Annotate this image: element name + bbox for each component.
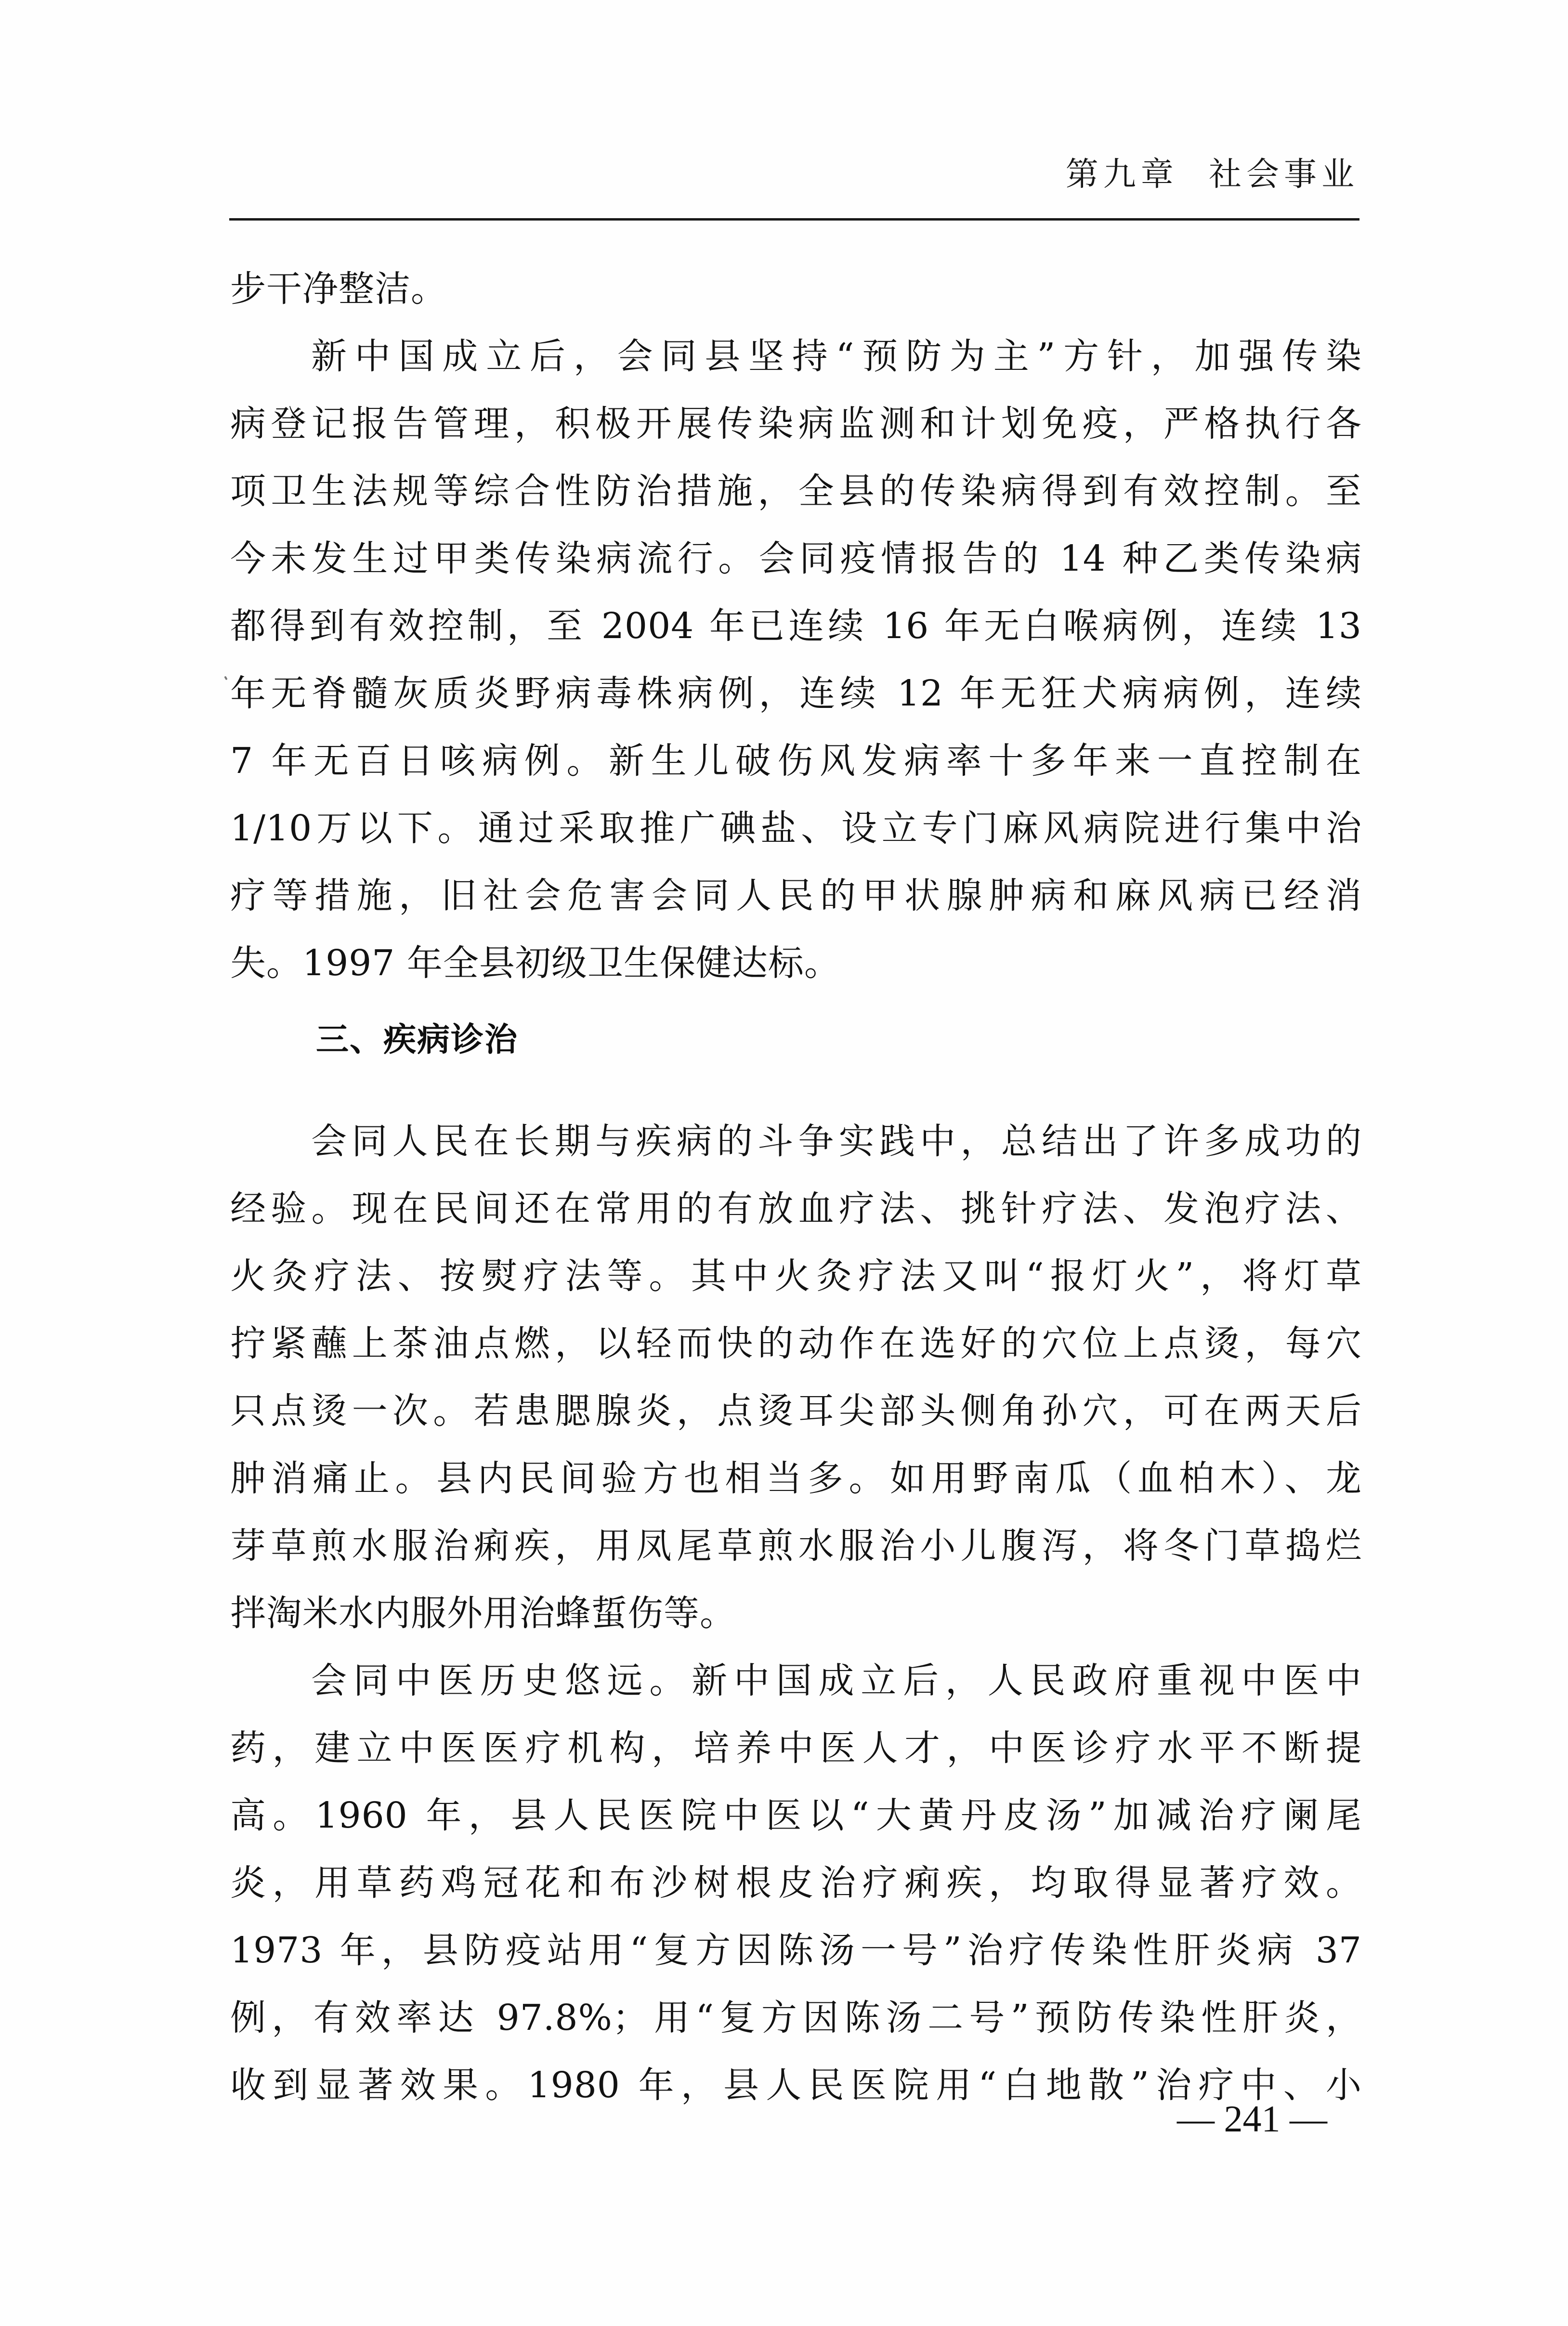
body-text [230,255,1362,2119]
paragraph-line: 炎，用草药鸡冠花和布沙树根皮治疗痢疾，均取得显著疗效。 [230,1862,1362,1904]
paragraph-line: 会同人民在长期与疾病的斗争实践中，总结出了许多成功的 [311,1121,1362,1162]
paragraph-line: 药，建立中医医疗机构，培养中医人才，中医诊疗水平不断提 [230,1727,1362,1769]
running-head: 第九章 社会事业 [1065,156,1359,194]
paragraph-line: 高。1960 年，县人民医院中医以“大黄丹皮汤”加减治疗阑尾 [230,1795,1362,1836]
header-rule [229,218,1359,221]
paragraph-line: 肿消痛止。县内民间验方也相当多。如用野南瓜（血柏木）、龙 [230,1458,1362,1499]
paragraph-line: 只点烫一次。若患腮腺炎，点烫耳尖部头侧角孙穴，可在两天后 [230,1390,1362,1432]
paragraph-line: 例，有效率达 97.8%；用“复方因陈汤二号”预防传染性肝炎， [230,1997,1362,2039]
paragraph-line: 1973 年，县防疫站用“复方因陈汤一号”治疗传染性肝炎病 37 [230,1930,1362,1971]
paragraph-line: 今未发生过甲类传染病流行。会同疫情报告的 14 种乙类传染病 [230,538,1362,579]
paragraph-line: 芽草煎水服治痢疾，用凤尾草煎水服治小儿腹泻，将冬门草捣烂 [230,1525,1362,1567]
spacer [230,997,1362,1006]
paragraph-line: 经验。现在民间还在常用的有放血疗法、挑针疗法、发泡疗法、 [230,1188,1362,1229]
paragraph-line: 1/10万以下。通过采取推广碘盐、设立专门麻风病院进行集中治 [230,808,1362,849]
paragraph-line: 收到显著效果。1980 年，县人民医院用“白地散”治疗中、小 [230,2065,1362,2106]
paragraph-line: 失。1997 年全县初级卫生保健达标。 [230,942,840,984]
paragraph-line: 7 年无百日咳病例。新生儿破伤风发病率十多年来一直控制在 [230,740,1362,782]
section-heading: 三、疾病诊治 [316,1021,519,1059]
paragraph-line: 新中国成立后，会同县坚持“预防为主”方针，加强传染 [311,336,1362,377]
paragraph-line: 病登记报告管理，积极开展传染病监测和计划免疫，严格执行各 [230,403,1362,444]
paragraph-line: 会同中医历史悠远。新中国成立后，人民政府重视中医中 [311,1660,1362,1701]
paragraph-line: 年无脊髓灰质炎野病毒株病例，连续 12 年无狂犬病病例，连续 [230,673,1362,714]
scan-speck [224,676,227,680]
paragraph-line: 疗等措施，旧社会危害会同人民的甲状腺肿病和麻风病已经消 [230,875,1362,916]
paragraph-line: 都得到有效控制，至 2004 年已连续 16 年无白喉病例，连续 13 [230,605,1362,647]
page-number: — 241 — [1177,2098,1327,2140]
paragraph-line: 火灸疗法、按熨疗法等。其中火灸疗法又叫“报灯火”，将灯草 [230,1255,1362,1297]
spacer [230,1074,1362,1108]
paragraph-line: 拌淘米水内服外用治蜂蜇伤等。 [230,1593,736,1634]
paragraph-line: 拧紧蘸上茶油点燃，以轻而快的动作在选好的穴位上点烫，每穴 [230,1323,1362,1364]
paragraph-continuation-line: 步干净整洁。 [230,268,447,310]
paragraph-line: 项卫生法规等综合性防治措施，全县的传染病得到有效控制。至 [230,470,1362,512]
